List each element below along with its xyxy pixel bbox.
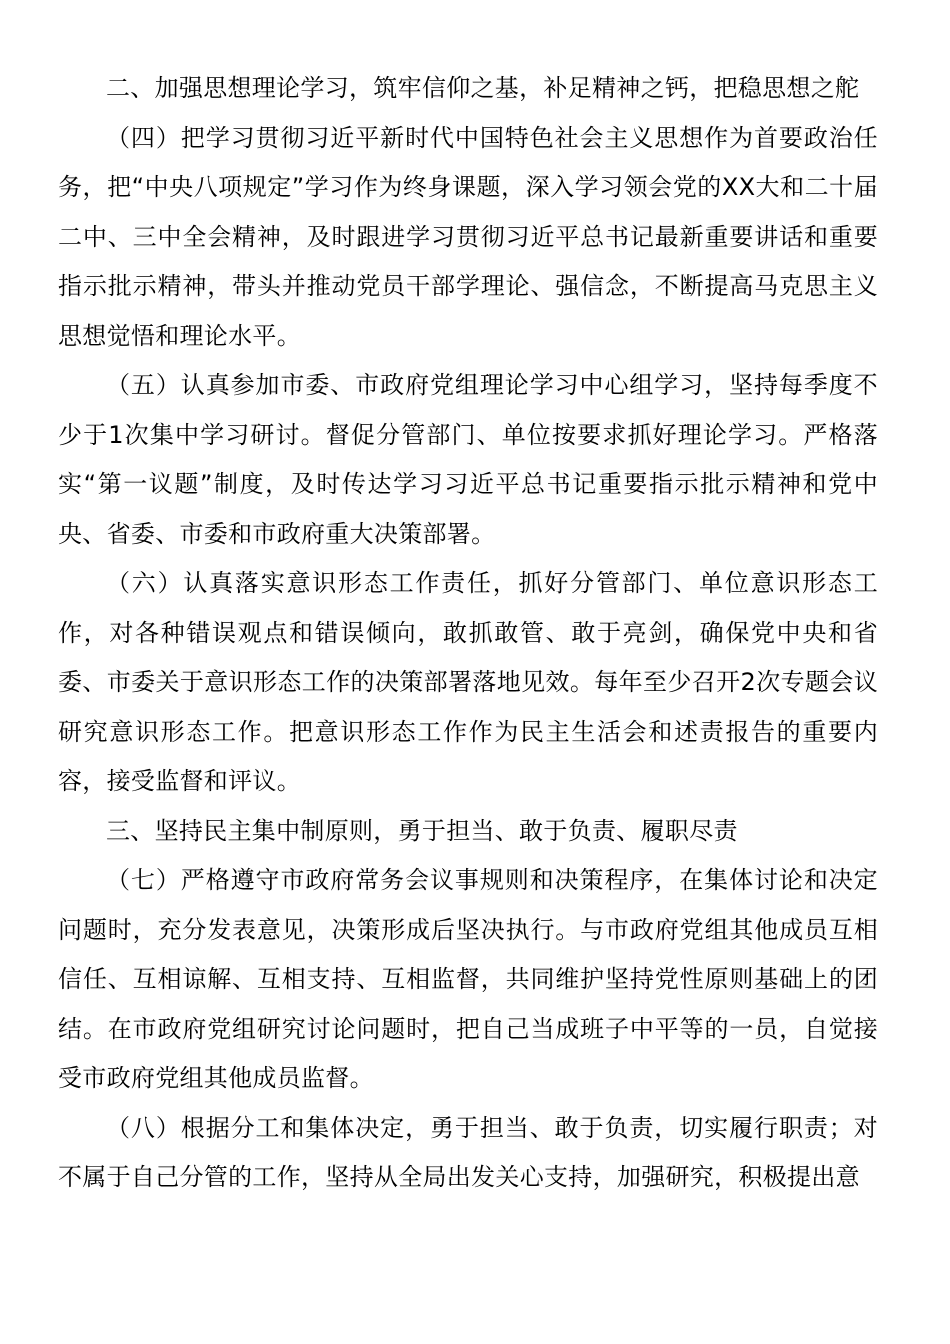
document-page — [58, 64, 878, 1203]
paragraph-item-5: （五）认真参加市委、市政府党组理论学习中心组学习，坚持每季度不少于1次集中学习研讨。督促分管部门、单位按要求抓好理论学习。严格落实“第一议题”制度，及时传达学习习近平总书记重要指示批示精神和党中央、省委、市委和市政府重大决策部署。 — [58, 371, 878, 548]
section-heading-3: 三、坚持民主集中制原则，勇于担当、敢于负责、履职尽责 — [106, 816, 738, 845]
paragraph-item-7: （七）严格遵守市政府常务会议事规则和决策程序，在集体讨论和决定问题时，充分发表意见，决策形成后坚决执行。与市政府党组其他成员互相信任、互相谅解、互相支持、互相监督，共同维护坚持党性原则基础上的团结。在市政府党组研究讨论问题时，把自己当成班子中平等的一员，自觉接受市政府党组其他成员监督。 — [58, 866, 878, 1092]
section-heading-2: 二、加强思想理论学习，筑牢信仰之基，补足精神之钙，把稳思想之舵 — [106, 74, 860, 102]
paragraph-item-8: （八）根据分工和集体决定，勇于担当、敢于负责，切实履行职责；对不属于自己分管的工作，坚持从全局出发关心支持，加强研究，积极提出意 — [58, 1113, 878, 1191]
paragraph-item-4: （四）把学习贯彻习近平新时代中国特色社会主义思想作为首要政治任务，把“中央八项规定”学习作为终身课题，深入学习领会党的XX大和二十届二中、三中全会精神，及时跟进学习贯彻习近平总书记最新重要讲话和重要指示批示精神，带头并推动党员干部学理论、强信念，不断提高马克思主义思想觉悟和理论水平。 — [58, 123, 878, 350]
paragraph-item-6: （六）认真落实意识形态工作责任，抓好分管部门、单位意识形态工作，对各种错误观点和错误倾向，敢抓敢管、敢于亮剑，确保党中央和省委、市委关于意识形态工作的决策部署落地见效。每年至少召开2次专题会议研究意识形态工作。把意识形态工作作为民主生活会和述责报告的重要内容，接受监督和评议。 — [58, 569, 878, 795]
